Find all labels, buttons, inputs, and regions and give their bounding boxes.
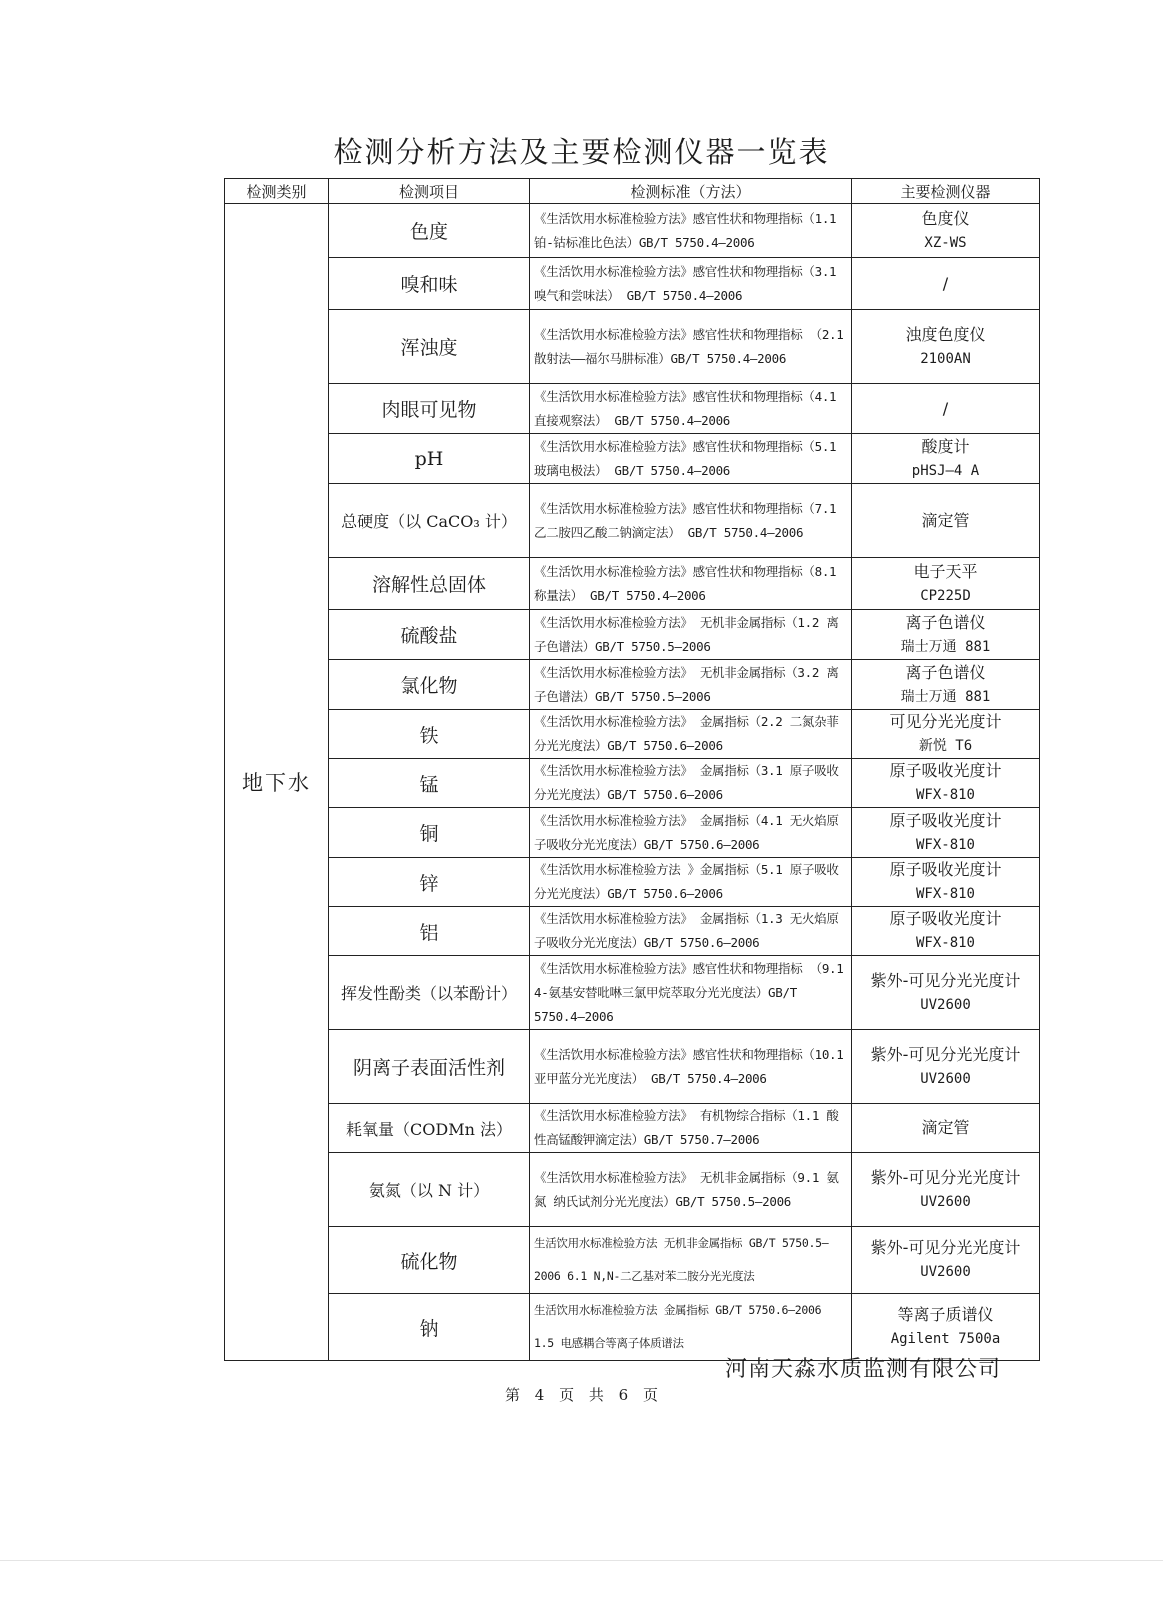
instrument-cell bbox=[852, 858, 1040, 907]
table-header-row bbox=[225, 179, 1040, 204]
table-row bbox=[225, 1153, 1040, 1227]
method-cell: 《生活饮用水标准检验方法》感官性状和物理指标（4.1 直接观察法） GB/T 5750.4—2006 bbox=[530, 384, 852, 434]
method-cell: 《生活饮用水标准检验方法》 有机物综合指标（1.1 酸性高锰酸钾滴定法）GB/T 5750.7—2006 bbox=[530, 1104, 852, 1153]
instrument-model: WFX-810 bbox=[915, 836, 975, 853]
method-cell: 《生活饮用水标准检验方法》 无机非金属指标（9.1 氨氮 纳氏试剂分光光度法）GB/T 5750.5—2006 bbox=[530, 1153, 852, 1227]
instrument-name: 紫外-可见分光光度计 bbox=[870, 970, 1021, 990]
category-cell: 地下水 bbox=[225, 204, 329, 1361]
instrument-cell bbox=[852, 310, 1040, 384]
instrument-model: XZ-WS bbox=[924, 234, 967, 251]
method-cell: 《生活饮用水标准检验方法》感官性状和物理指标 （9.1 4-氨基安替吡啉三氯甲烷萃取分光光度法）GB/T 5750.4—2006 bbox=[530, 956, 852, 1030]
item-cell: 氯化物 bbox=[329, 660, 530, 710]
method-cell: 《生活饮用水标准检验方法》感官性状和物理指标（5.1 玻璃电极法） GB/T 5750.4—2006 bbox=[530, 434, 852, 484]
item-cell: 硫化物 bbox=[329, 1227, 530, 1294]
instrument-model: UV2600 bbox=[920, 1264, 971, 1280]
instrument-name: 原子吸收光度计 bbox=[889, 810, 1002, 830]
page-number: 第 4 页 共 6 页 bbox=[505, 1386, 658, 1404]
instrument-name: 紫外-可见分光光度计 bbox=[870, 1044, 1021, 1064]
table-row bbox=[225, 858, 1040, 907]
instrument-name: / bbox=[942, 398, 949, 418]
page-title: 检测分析方法及主要检测仪器一览表 bbox=[333, 135, 830, 169]
header-category: 检测类别 bbox=[225, 179, 329, 204]
table-row bbox=[225, 1104, 1040, 1153]
item-cell: 钠 bbox=[329, 1294, 530, 1361]
instrument-cell bbox=[852, 660, 1040, 710]
table-row bbox=[225, 660, 1040, 710]
instrument-name: 酸度计 bbox=[921, 436, 970, 456]
instrument-name: 滴定管 bbox=[921, 1118, 970, 1137]
table-row bbox=[225, 484, 1040, 558]
header-instrument: 主要检测仪器 bbox=[852, 179, 1040, 204]
instrument-cell bbox=[852, 258, 1040, 310]
header-item: 检测项目 bbox=[329, 179, 530, 204]
table-row bbox=[225, 434, 1040, 484]
instrument-cell bbox=[852, 434, 1040, 484]
instrument-name: / bbox=[942, 273, 949, 293]
table-row bbox=[225, 258, 1040, 310]
item-cell: 铁 bbox=[329, 710, 530, 759]
instrument-cell bbox=[852, 1153, 1040, 1227]
item-cell: 耗氧量（CODMn 法） bbox=[329, 1104, 530, 1153]
item-cell: 总硬度（以 CaCO₃ 计） bbox=[329, 484, 530, 558]
table-row bbox=[225, 610, 1040, 660]
item-cell: 铝 bbox=[329, 907, 530, 956]
table-row bbox=[225, 956, 1040, 1030]
instrument-cell bbox=[852, 204, 1040, 258]
instrument-name: 电子天平 bbox=[913, 561, 978, 581]
table-row bbox=[225, 1294, 1040, 1361]
item-cell: 嗅和味 bbox=[329, 258, 530, 310]
instrument-model: 2100AN bbox=[920, 350, 971, 367]
instrument-model: UV2600 bbox=[920, 996, 971, 1013]
method-cell: 《生活饮用水标准检验方法》感官性状和物理指标（8.1 称量法） GB/T 5750.4—2006 bbox=[530, 558, 852, 610]
instrument-model: UV2600 bbox=[920, 1193, 971, 1210]
table-row bbox=[225, 1030, 1040, 1104]
item-cell: 溶解性总固体 bbox=[329, 558, 530, 610]
instrument-name: 原子吸收光度计 bbox=[889, 909, 1002, 928]
item-cell: 硫酸盐 bbox=[329, 610, 530, 660]
instrument-cell bbox=[852, 759, 1040, 808]
instrument-name: 浊度色度仪 bbox=[905, 324, 986, 344]
method-cell: 《生活饮用水标准检验方法》 金属指标（4.1 无火焰原子吸收分光光度法）GB/T 5750.6—2006 bbox=[530, 808, 852, 858]
item-cell: 挥发性酚类（以苯酚计） bbox=[329, 956, 530, 1030]
instrument-cell bbox=[852, 558, 1040, 610]
instrument-cell bbox=[852, 384, 1040, 434]
company-name: 河南天淼水质监测有限公司 bbox=[725, 1357, 1002, 1382]
table-row bbox=[225, 710, 1040, 759]
method-cell: 《生活饮用水标准检验方法》感官性状和物理指标（1.1 铂-钴标准比色法）GB/T 5750.4—2006 bbox=[530, 204, 852, 258]
instrument-name: 可见分光光度计 bbox=[889, 712, 1002, 731]
instrument-name: 紫外-可见分光光度计 bbox=[870, 1238, 1021, 1257]
instrument-name: 滴定管 bbox=[921, 510, 970, 530]
table-row bbox=[225, 204, 1040, 258]
item-cell: 锌 bbox=[329, 858, 530, 907]
table-row bbox=[225, 384, 1040, 434]
instrument-model: WFX-810 bbox=[915, 787, 975, 803]
item-cell: 色度 bbox=[329, 204, 530, 258]
method-cell: 生活饮用水标准检验方法 金属指标 GB/T 5750.6—2006 1.5 电感耦合等离子体质谱法 bbox=[530, 1294, 852, 1361]
instrument-name: 原子吸收光度计 bbox=[889, 761, 1002, 780]
table-row bbox=[225, 759, 1040, 808]
instrument-cell bbox=[852, 484, 1040, 558]
table-row bbox=[225, 310, 1040, 384]
method-cell: 《生活饮用水标准检验方法》感官性状和物理指标（10.1 亚甲蓝分光光度法） GB/T 5750.4—2006 bbox=[530, 1030, 852, 1104]
instrument-model: 瑞士万通 881 bbox=[900, 638, 991, 655]
instrument-name: 离子色谱仪 bbox=[905, 662, 986, 682]
instrument-name: 等离子质谱仪 bbox=[897, 1305, 994, 1324]
method-cell: 《生活饮用水标准检验方法》感官性状和物理指标（7.1 乙二胺四乙酸二钠滴定法） GB/T 5750.4—2006 bbox=[530, 484, 852, 558]
item-cell: 锰 bbox=[329, 759, 530, 808]
instrument-cell bbox=[852, 610, 1040, 660]
method-cell: 《生活饮用水标准检验方法》 金属指标（3.1 原子吸收分光光度法）GB/T 5750.6—2006 bbox=[530, 759, 852, 808]
method-cell: 《生活饮用水标准检验方法》 金属指标（1.3 无火焰原子吸收分光光度法）GB/T 5750.6—2006 bbox=[530, 907, 852, 956]
instrument-model: CP225D bbox=[920, 587, 971, 604]
scan-edge-divider bbox=[0, 1560, 1163, 1561]
header-method: 检测标准（方法） bbox=[530, 179, 852, 204]
instrument-name: 紫外-可见分光光度计 bbox=[870, 1167, 1021, 1187]
instrument-model: WFX-810 bbox=[915, 935, 975, 951]
instrument-cell bbox=[852, 1104, 1040, 1153]
method-cell: 《生活饮用水标准检验方法》感官性状和物理指标 （2.1 散射法——福尔马肼标准）GB/T 5750.4—2006 bbox=[530, 310, 852, 384]
table-row bbox=[225, 907, 1040, 956]
instrument-cell bbox=[852, 956, 1040, 1030]
method-cell: 《生活饮用水标准检验方法 》金属指标（5.1 原子吸收分光光度法）GB/T 5750.6—2006 bbox=[530, 858, 852, 907]
instrument-cell bbox=[852, 1030, 1040, 1104]
instrument-model: 瑞士万通 881 bbox=[900, 688, 991, 705]
method-cell: 《生活饮用水标准检验方法》 无机非金属指标（3.2 离子色谱法）GB/T 5750.5—2006 bbox=[530, 660, 852, 710]
table-row bbox=[225, 558, 1040, 610]
method-cell: 《生活饮用水标准检验方法》感官性状和物理指标（3.1 嗅气和尝味法） GB/T 5750.4—2006 bbox=[530, 258, 852, 310]
instrument-model: UV2600 bbox=[920, 1070, 971, 1087]
item-cell: 阴离子表面活性剂 bbox=[329, 1030, 530, 1104]
instrument-model: WFX-810 bbox=[915, 886, 975, 902]
method-cell: 生活饮用水标准检验方法 无机非金属指标 GB/T 5750.5—2006 6.1 N,N-二乙基对苯二胺分光光度法 bbox=[530, 1227, 852, 1294]
table-row bbox=[225, 808, 1040, 858]
item-cell: pH bbox=[329, 434, 530, 484]
table-row bbox=[225, 1227, 1040, 1294]
instrument-model: pHSJ—4 A bbox=[911, 462, 980, 479]
instrument-cell bbox=[852, 808, 1040, 858]
instrument-cell bbox=[852, 710, 1040, 759]
item-cell: 肉眼可见物 bbox=[329, 384, 530, 434]
method-cell: 《生活饮用水标准检验方法》 金属指标（2.2 二氮杂菲分光光度法）GB/T 5750.6—2006 bbox=[530, 710, 852, 759]
instrument-name: 离子色谱仪 bbox=[905, 612, 986, 632]
instrument-cell bbox=[852, 907, 1040, 956]
item-cell: 浑浊度 bbox=[329, 310, 530, 384]
instrument-model: Agilent 7500a bbox=[890, 1331, 1001, 1347]
instrument-name: 色度仪 bbox=[921, 208, 970, 228]
method-cell: 《生活饮用水标准检验方法》 无机非金属指标（1.2 离子色谱法）GB/T 5750.5—2006 bbox=[530, 610, 852, 660]
instrument-cell bbox=[852, 1294, 1040, 1361]
item-cell: 氨氮（以 N 计） bbox=[329, 1153, 530, 1227]
instrument-model: 新悦 T6 bbox=[918, 738, 973, 754]
methods-table bbox=[224, 178, 1040, 1361]
instrument-name: 原子吸收光度计 bbox=[889, 860, 1002, 879]
instrument-cell bbox=[852, 1227, 1040, 1294]
item-cell: 铜 bbox=[329, 808, 530, 858]
